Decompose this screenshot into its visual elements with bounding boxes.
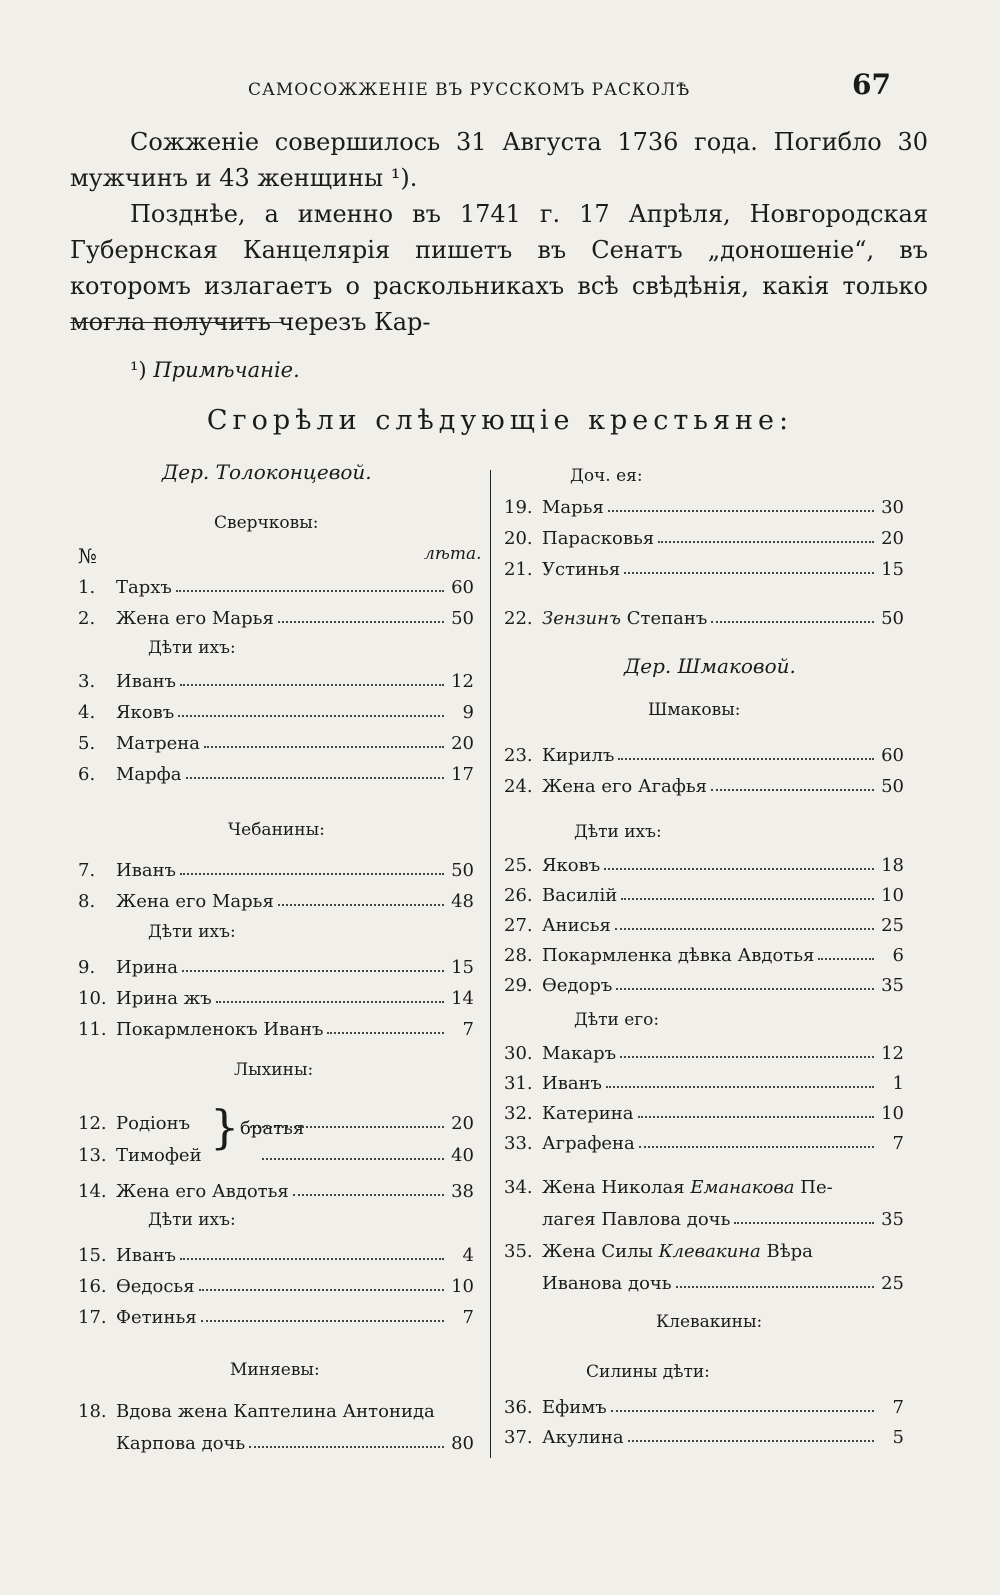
list-item: 13. Тимофей 40 [78, 1145, 474, 1166]
age-header: лѣта. [424, 544, 482, 564]
list-item: 37. Акулина 5 [504, 1427, 904, 1448]
list-item: 33. Аграфена 7 [504, 1133, 904, 1154]
list-item: 7. Иванъ 50 [78, 860, 474, 881]
daughters-label: Доч. ея: [570, 466, 643, 486]
list-item: 28. Покармленка дѣвка Авдотья 6 [504, 945, 904, 966]
page-header [0, 68, 1000, 108]
list-item: 8. Жена его Марья 48 [78, 891, 474, 912]
children-label: Дѣти ихъ: [148, 922, 236, 942]
footnote-title: Примѣчаніе. [153, 358, 300, 382]
children-label: Силины дѣти: [586, 1362, 710, 1382]
list-item: 27. Анисья 25 [504, 915, 904, 936]
brothers-label: братья [240, 1118, 305, 1139]
list-item: 11. Покармленокъ Иванъ 7 [78, 1019, 474, 1040]
list-item: 5. Матрена 20 [78, 733, 474, 754]
list-item: 34. Жена Николая Еманакова Пе- [504, 1177, 833, 1198]
page-number: 67 [852, 68, 891, 101]
list-item: 20. Парасковья 20 [504, 528, 904, 549]
list-item: 25. Яковъ 18 [504, 855, 904, 876]
list-item: 26. Василій 10 [504, 885, 904, 906]
village-heading: Дер. Шмаковой. [624, 654, 796, 678]
footnote-label [130, 358, 300, 382]
family-heading: Клевакины: [656, 1312, 763, 1332]
list-heading: Сгорѣли слѣдующіе крестьяне: [206, 405, 794, 436]
children-label: Дѣти его: [574, 1010, 660, 1030]
family-heading: Сверчковы: [214, 513, 319, 533]
village-heading: Дер. Толоконцевой. [162, 460, 372, 484]
list-item: 32. Катерина 10 [504, 1103, 904, 1124]
footnote-marker: ¹) [130, 358, 147, 382]
list-item: 30. Макаръ 12 [504, 1043, 904, 1064]
list-item: 24. Жена его Агафья 50 [504, 776, 904, 797]
list-item: 22. Зензинъ Степанъ 50 [504, 608, 904, 629]
running-title: САМОСОЖЖЕНІЕ ВЪ РУССКОМЪ РАСКОЛѢ [248, 80, 691, 100]
family-heading: Миняевы: [230, 1360, 320, 1380]
list-item: 3. Иванъ 12 [78, 671, 474, 692]
list-item: 9. Ирина 15 [78, 957, 474, 978]
body-text [70, 124, 928, 340]
column-divider [490, 470, 491, 1458]
list-item: 2. Жена его Марья 50 [78, 608, 474, 629]
paragraph-2: Позднѣе, а именно въ 1741 г. 17 Апрѣля, Новгородская Губернская Канцелярія пишетъ въ Сенатъ „доношеніе“, въ которомъ излагаетъ о раскольникахъ всѣ свѣдѣнія, какія только могла получить черезъ Кар- [70, 200, 928, 336]
list-item: 36. Ефимъ 7 [504, 1397, 904, 1418]
paragraph-1: Сожженіе совершилось 31 Августа 1736 года. Погибло 30 мужчинъ и 43 женщины ¹). [70, 128, 928, 192]
children-label: Дѣти ихъ: [574, 822, 662, 842]
list-item: 16. Ѳедосья 10 [78, 1276, 474, 1297]
list-item: 35. Жена Силы Клевакина Вѣра [504, 1241, 813, 1262]
list-item: 1. Тархъ 60 [78, 577, 474, 598]
list-item: 10. Ирина жъ 14 [78, 988, 474, 1009]
footnote-rule [70, 322, 282, 323]
children-label: Дѣти ихъ: [148, 1210, 236, 1230]
list-item: Иванова дочь 25 [542, 1273, 904, 1294]
family-heading: Лыхины: [234, 1060, 314, 1080]
list-item: 19. Марья 30 [504, 497, 904, 518]
list-item: 21. Устинья 15 [504, 559, 904, 580]
list-item: 23. Кирилъ 60 [504, 745, 904, 766]
list-item: 17. Фетинья 7 [78, 1307, 474, 1328]
family-heading: Чебанины: [228, 820, 325, 840]
list-item: 4. Яковъ 9 [78, 702, 474, 723]
list-item: 12. Родіонъ 20 [78, 1113, 474, 1134]
number-header: № [78, 544, 97, 568]
list-item: 6. Марфа 17 [78, 764, 474, 785]
family-heading: Шмаковы: [648, 700, 741, 720]
list-item: 29. Ѳедоръ 35 [504, 975, 904, 996]
list-item: Карпова дочь 80 [116, 1433, 474, 1454]
brace: } [210, 1100, 240, 1154]
children-label: Дѣти ихъ: [148, 638, 236, 658]
list-item: лагея Павлова дочь 35 [542, 1209, 904, 1230]
list-item: 14. Жена его Авдотья 38 [78, 1181, 474, 1202]
list-item: 31. Иванъ 1 [504, 1073, 904, 1094]
list-item: 18. Вдова жена Каптелина Антонида [78, 1401, 435, 1422]
list-item: 15. Иванъ 4 [78, 1245, 474, 1266]
